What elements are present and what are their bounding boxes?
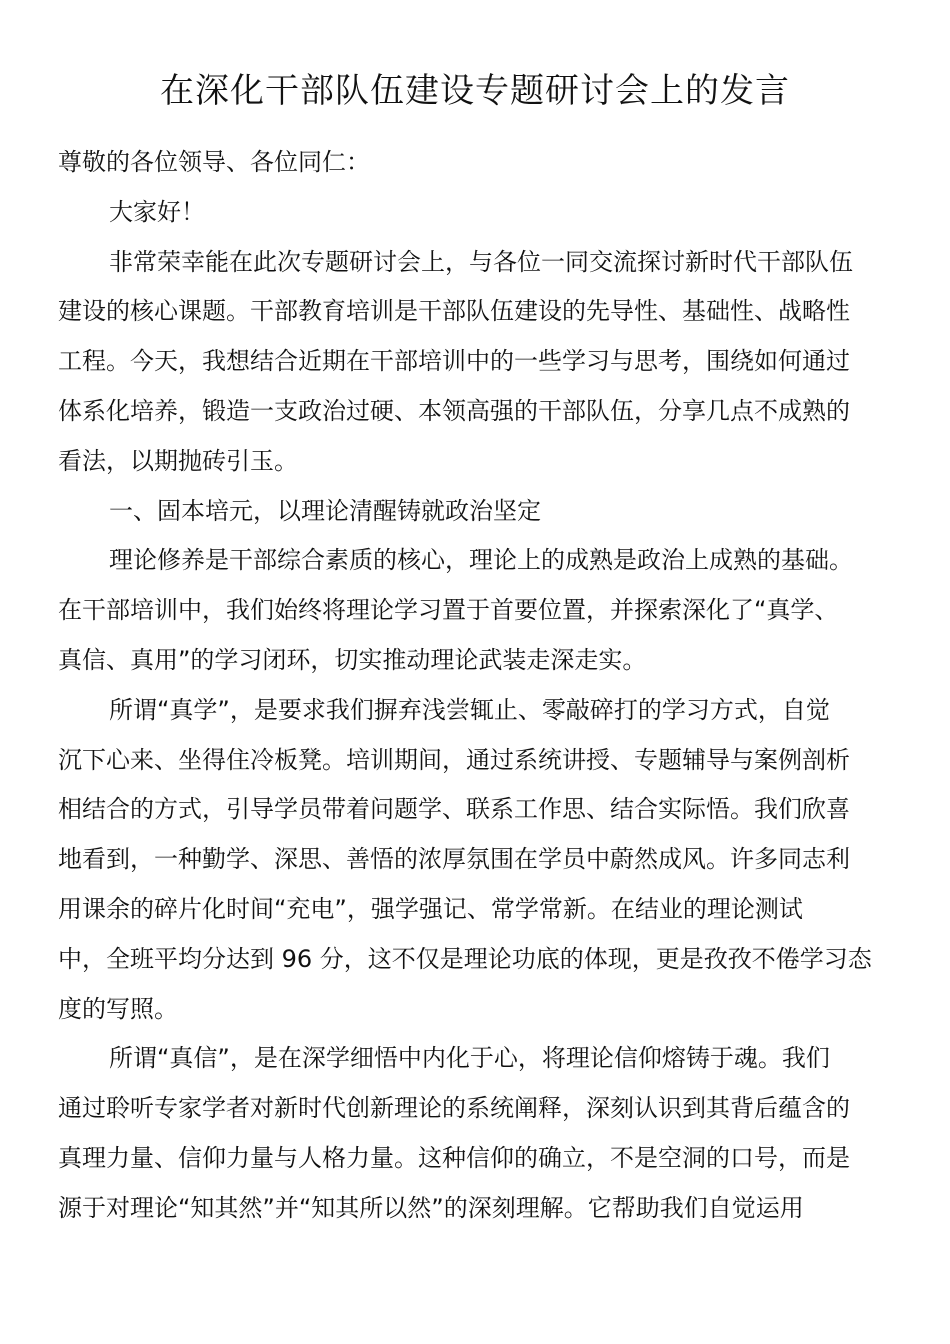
paragraph-line: 沉下心来、坐得住冷板凳。培训期间，通过系统讲授、专题辅导与案例剖析 bbox=[58, 745, 850, 774]
paragraph-line: 用课余的碎片化时间“充电”，强学强记、常学常新。在结业的理论测试 bbox=[58, 894, 803, 923]
paragraph-line: 真理力量、信仰力量与人格力量。这种信仰的确立，不是空洞的口号，而是 bbox=[58, 1143, 850, 1172]
paragraph-line: 工程。今天，我想结合近期在干部培训中的一些学习与思考，围绕如何通过 bbox=[58, 347, 850, 376]
paragraph-line: 相结合的方式，引导学员带着问题学、联系工作思、结合实际悟。我们欣喜 bbox=[58, 795, 850, 824]
paragraph-line: 所谓“真信”，是在深学细悟中内化于心，将理论信仰熔铸于魂。我们 bbox=[109, 1044, 830, 1073]
section-heading: 一、固本培元，以理论清醒铸就政治坚定 bbox=[109, 496, 541, 525]
salutation-line: 尊敬的各位领导、各位同仁： bbox=[58, 148, 370, 176]
paragraph-line: 真信、真用”的学习闭环，切实推动理论武装走深走实。 bbox=[58, 645, 647, 674]
document-title: 在深化干部队伍建设专题研讨会上的发言 bbox=[160, 71, 790, 111]
paragraph-line: 中，全班平均分达到 96 分，这不仅是理论功底的体现，更是孜孜不倦学习态 bbox=[58, 944, 872, 973]
paragraph-line: 通过聆听专家学者对新时代创新理论的系统阐释，深刻认识到其背后蕴含的 bbox=[58, 1094, 850, 1123]
paragraph-line: 源于对理论“知其然”并“知其所以然”的深刻理解。它帮助我们自觉运用 bbox=[58, 1193, 804, 1222]
paragraph-line: 看法，以期抛砖引玉。 bbox=[58, 446, 298, 475]
document-body bbox=[58, 138, 888, 1234]
paragraph-line: 地看到，一种勤学、深思、善悟的浓厚氛围在学员中蔚然成风。许多同志利 bbox=[58, 845, 850, 874]
greeting-line: 大家好！ bbox=[109, 197, 205, 226]
paragraph-line: 所谓“真学”，是要求我们摒弃浅尝辄止、零敲碎打的学习方式，自觉 bbox=[109, 695, 830, 724]
paragraph-line: 体系化培养，锻造一支政治过硬、本领高强的干部队伍，分享几点不成熟的 bbox=[58, 396, 850, 425]
paragraph-line: 非常荣幸能在此次专题研讨会上，与各位一同交流探讨新时代干部队伍 bbox=[109, 247, 853, 276]
paragraph-line: 建设的核心课题。干部教育培训是干部队伍建设的先导性、基础性、战略性 bbox=[58, 297, 850, 326]
paragraph-line: 度的写照。 bbox=[58, 994, 178, 1023]
paragraph-line: 理论修养是干部综合素质的核心，理论上的成熟是政治上成熟的基础。 bbox=[109, 546, 853, 575]
paragraph-line: 在干部培训中，我们始终将理论学习置于首要位置，并探索深化了“真学、 bbox=[58, 596, 839, 625]
